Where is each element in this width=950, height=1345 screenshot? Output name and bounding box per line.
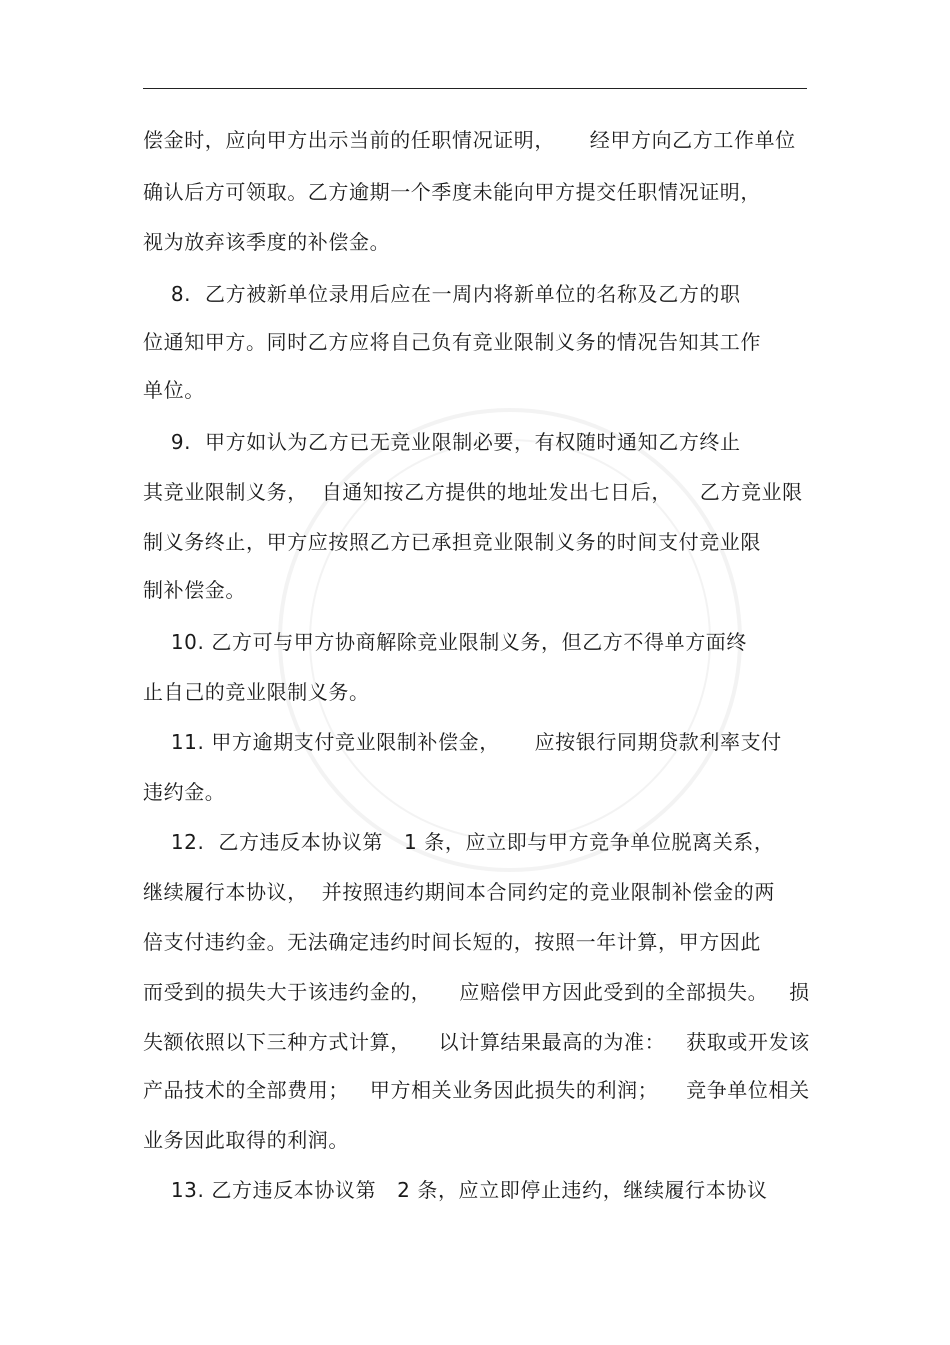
text-line: 产品技术的全部费用； 甲方相关业务因此损失的利润； 竞争单位相关: [143, 1078, 810, 1102]
text-line: 继续履行本协议， 并按照违约期间本合同约定的竞业限制补偿金的两: [143, 880, 775, 904]
text-line: 其竞业限制义务， 自通知按乙方提供的地址发出七日后， 乙方竞业限: [143, 480, 803, 504]
text-line: 视为放弃该季度的补偿金。: [143, 230, 391, 254]
text-line: 单位。: [143, 378, 205, 402]
text-line: 止自己的竞业限制义务。: [143, 680, 370, 704]
text-line: 8. 乙方被新单位录用后应在一周内将新单位的名称及乙方的职: [143, 282, 741, 306]
text-line: 倍支付违约金。无法确定违约时间长短的，按照一年计算，甲方因此: [143, 930, 761, 954]
text-line: 业务因此取得的利润。: [143, 1128, 349, 1152]
text-line: 确认后方可领取。乙方逾期一个季度未能向甲方提交任职情况证明，: [143, 180, 761, 204]
text-line: 制义务终止，甲方应按照乙方已承担竞业限制义务的时间支付竞业限: [143, 530, 761, 554]
text-line: 违约金。: [143, 780, 226, 804]
text-line: 12. 乙方违反本协议第 1 条，应立即与甲方竞争单位脱离关系，: [143, 830, 775, 854]
text-line: 10. 乙方可与甲方协商解除竞业限制义务，但乙方不得单方面终: [143, 630, 747, 654]
text-line: 而受到的损失大于该违约金的， 应赔偿甲方因此受到的全部损失。 损: [143, 980, 810, 1004]
text-line: 偿金时，应向甲方出示当前的任职情况证明， 经甲方向乙方工作单位: [143, 128, 796, 152]
text-line: 制补偿金。: [143, 578, 246, 602]
text-line: 位通知甲方。同时乙方应将自己负有竞业限制义务的情况告知其工作: [143, 330, 761, 354]
text-line: 9. 甲方如认为乙方已无竞业限制必要，有权随时通知乙方终止: [143, 430, 741, 454]
text-line: 11. 甲方逾期支付竞业限制补偿金， 应按银行同期贷款利率支付: [143, 730, 782, 754]
header-rule: [143, 88, 807, 89]
text-line: 失额依照以下三种方式计算， 以计算结果最高的为准： 获取或开发该: [143, 1030, 810, 1054]
text-line: 13. 乙方违反本协议第 2 条，应立即停止违约，继续履行本协议: [143, 1178, 768, 1202]
